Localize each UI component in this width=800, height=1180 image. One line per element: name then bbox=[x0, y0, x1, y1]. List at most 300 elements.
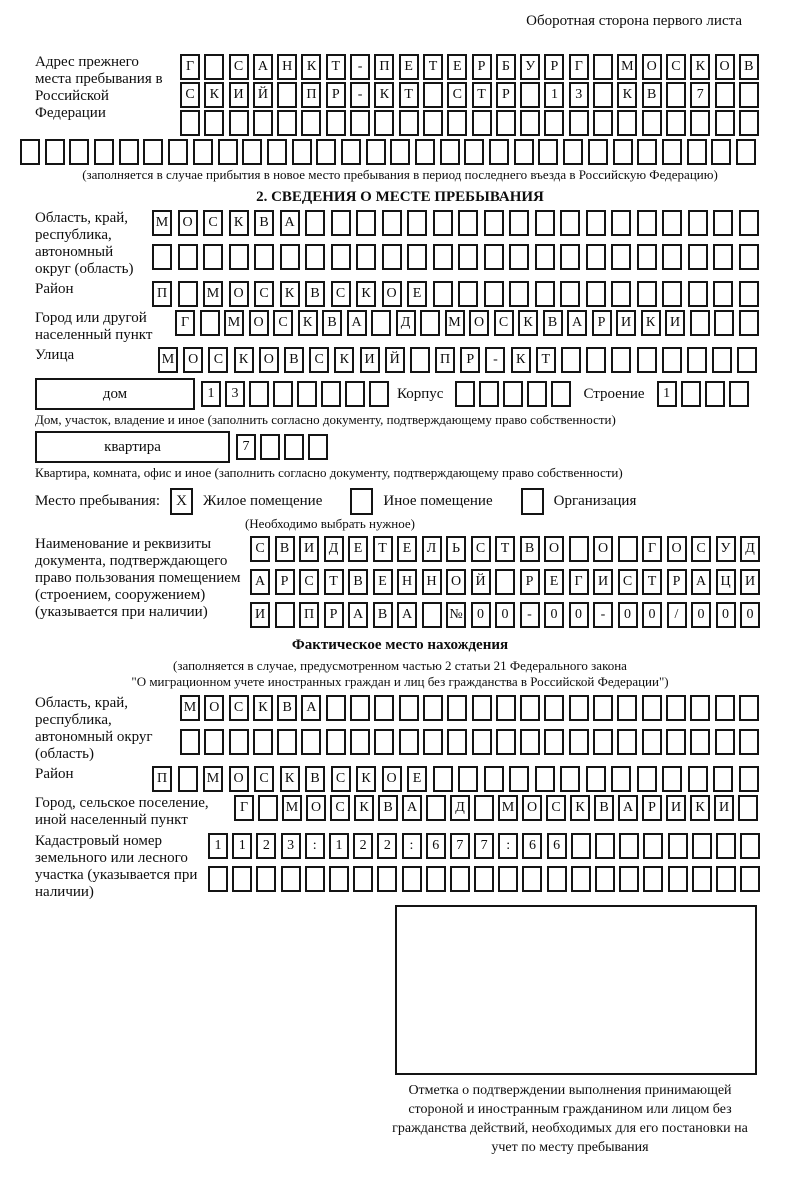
region-row-1 bbox=[152, 210, 759, 236]
document-block bbox=[35, 536, 800, 628]
apartment-caption: Квартира, комната, офис и иное (заполнить согласно документу, подтверждающему право собственности) bbox=[35, 465, 623, 480]
char-box bbox=[544, 110, 564, 136]
char-box bbox=[277, 110, 297, 136]
char-box bbox=[350, 695, 370, 721]
char-box: И bbox=[299, 536, 319, 562]
char-box: С bbox=[330, 795, 350, 821]
char-box: Т bbox=[373, 536, 393, 562]
char-box: К bbox=[334, 347, 354, 373]
char-box bbox=[739, 281, 759, 307]
char-box bbox=[739, 82, 759, 108]
char-box bbox=[739, 766, 759, 792]
region-grid bbox=[152, 210, 759, 270]
char-box: Г bbox=[175, 310, 195, 336]
char-box: Е bbox=[397, 536, 417, 562]
char-box bbox=[637, 347, 657, 373]
organization-option-label: Организация bbox=[553, 492, 637, 509]
char-box: Т bbox=[324, 569, 344, 595]
char-box: К bbox=[511, 347, 531, 373]
char-box: Д bbox=[396, 310, 416, 336]
char-box bbox=[714, 310, 734, 336]
char-box: М bbox=[617, 54, 637, 80]
char-box bbox=[229, 729, 249, 755]
char-box bbox=[374, 729, 394, 755]
char-box: 0 bbox=[642, 602, 662, 628]
char-box: Р bbox=[496, 82, 516, 108]
char-box: В bbox=[378, 795, 398, 821]
korpus-row bbox=[455, 381, 571, 407]
char-box: С bbox=[208, 347, 228, 373]
char-box: Е bbox=[407, 281, 427, 307]
char-box bbox=[180, 110, 200, 136]
char-box bbox=[668, 833, 688, 859]
char-box: А bbox=[348, 602, 368, 628]
char-box bbox=[208, 866, 228, 892]
char-box: М bbox=[498, 795, 518, 821]
char-box: С bbox=[331, 766, 351, 792]
char-box bbox=[690, 310, 710, 336]
char-box bbox=[681, 381, 701, 407]
cadastral-row-1 bbox=[208, 833, 760, 859]
char-box bbox=[637, 281, 657, 307]
char-box bbox=[593, 54, 613, 80]
char-box bbox=[249, 381, 269, 407]
actual-region-label: Область, край, республика, автономный округ (область) bbox=[35, 695, 153, 762]
char-box: В bbox=[275, 536, 295, 562]
char-box bbox=[305, 210, 325, 236]
char-box: О bbox=[715, 54, 735, 80]
char-box: К bbox=[617, 82, 637, 108]
char-box bbox=[739, 310, 759, 336]
char-box: О bbox=[183, 347, 203, 373]
char-box bbox=[253, 110, 273, 136]
char-box bbox=[563, 139, 583, 165]
char-box bbox=[200, 310, 220, 336]
char-box bbox=[474, 866, 494, 892]
street-row bbox=[158, 347, 757, 373]
char-box bbox=[595, 833, 615, 859]
char-box bbox=[321, 381, 341, 407]
char-box: Т bbox=[399, 82, 419, 108]
char-box bbox=[382, 210, 402, 236]
city-block bbox=[35, 310, 800, 344]
char-box bbox=[301, 110, 321, 136]
char-box bbox=[611, 210, 631, 236]
char-box: К bbox=[298, 310, 318, 336]
char-box bbox=[447, 695, 467, 721]
char-box bbox=[739, 695, 759, 721]
char-box: - bbox=[593, 602, 613, 628]
char-box bbox=[178, 244, 198, 270]
cadastral-row-2 bbox=[208, 866, 760, 892]
char-box bbox=[705, 381, 725, 407]
actual-city-label: Город, сельское поселение, иной населенный пункт bbox=[35, 795, 209, 828]
char-box: С bbox=[254, 281, 274, 307]
char-box bbox=[479, 381, 499, 407]
char-box bbox=[586, 210, 606, 236]
char-box bbox=[423, 82, 443, 108]
char-box bbox=[143, 139, 163, 165]
char-box bbox=[662, 139, 682, 165]
char-box: 1 bbox=[544, 82, 564, 108]
char-box: 0 bbox=[691, 602, 711, 628]
char-box bbox=[350, 110, 370, 136]
char-box: С bbox=[666, 54, 686, 80]
char-box bbox=[254, 244, 274, 270]
char-box: Р bbox=[275, 569, 295, 595]
char-box bbox=[390, 139, 410, 165]
char-box: А bbox=[301, 695, 321, 721]
char-box: И bbox=[360, 347, 380, 373]
char-box bbox=[458, 766, 478, 792]
char-box bbox=[666, 82, 686, 108]
char-box bbox=[204, 110, 224, 136]
char-box bbox=[260, 434, 280, 460]
street-block bbox=[35, 347, 800, 373]
char-box bbox=[326, 110, 346, 136]
char-box bbox=[617, 695, 637, 721]
char-box: Р bbox=[460, 347, 480, 373]
char-box bbox=[595, 866, 615, 892]
char-box bbox=[535, 210, 555, 236]
char-box: С bbox=[229, 695, 249, 721]
char-box bbox=[740, 866, 760, 892]
char-box bbox=[366, 139, 386, 165]
char-box: 3 bbox=[569, 82, 589, 108]
char-box bbox=[715, 729, 735, 755]
char-box bbox=[423, 695, 443, 721]
char-box: А bbox=[402, 795, 422, 821]
prev-address-block bbox=[35, 54, 800, 136]
char-box: 0 bbox=[716, 602, 736, 628]
char-box bbox=[407, 244, 427, 270]
char-box bbox=[571, 833, 591, 859]
char-box bbox=[690, 110, 710, 136]
char-box bbox=[399, 729, 419, 755]
char-box bbox=[593, 82, 613, 108]
char-box bbox=[737, 347, 757, 373]
char-box: Е bbox=[544, 569, 564, 595]
char-box bbox=[489, 139, 509, 165]
char-box bbox=[423, 729, 443, 755]
section2-title: 2. СВЕДЕНИЯ О МЕСТЕ ПРЕБЫВАНИЯ bbox=[256, 189, 544, 205]
char-box bbox=[203, 244, 223, 270]
char-box: - bbox=[485, 347, 505, 373]
char-box bbox=[736, 139, 756, 165]
char-box bbox=[178, 281, 198, 307]
char-box: С bbox=[309, 347, 329, 373]
cadastral-grid bbox=[208, 833, 760, 892]
char-box: С bbox=[203, 210, 223, 236]
char-box: Н bbox=[277, 54, 297, 80]
char-box bbox=[353, 866, 373, 892]
char-box bbox=[496, 695, 516, 721]
char-box bbox=[20, 139, 40, 165]
char-box: К bbox=[301, 54, 321, 80]
char-box: К bbox=[641, 310, 661, 336]
char-box: Р bbox=[326, 82, 346, 108]
char-box: В bbox=[284, 347, 304, 373]
char-box: Т bbox=[495, 536, 515, 562]
char-box bbox=[666, 695, 686, 721]
char-box bbox=[232, 866, 252, 892]
char-box bbox=[495, 569, 515, 595]
prev-address-row-2 bbox=[180, 82, 759, 108]
char-box bbox=[496, 110, 516, 136]
char-box: И bbox=[229, 82, 249, 108]
char-box: Т bbox=[472, 82, 492, 108]
char-box bbox=[410, 347, 430, 373]
char-box bbox=[560, 210, 580, 236]
char-box bbox=[458, 244, 478, 270]
char-box: О bbox=[204, 695, 224, 721]
char-box bbox=[94, 139, 114, 165]
char-box: 3 bbox=[281, 833, 301, 859]
char-box bbox=[716, 866, 736, 892]
char-box: Л bbox=[422, 536, 442, 562]
actual-city-block bbox=[35, 795, 800, 829]
prev-address-row-1 bbox=[180, 54, 759, 80]
char-box bbox=[509, 766, 529, 792]
document-row-1 bbox=[250, 536, 760, 562]
cadastral-label: Кадастровый номер земельного или лесного участка (указывается при наличии) bbox=[35, 833, 198, 900]
char-box bbox=[464, 139, 484, 165]
residential-checkbox: X bbox=[170, 488, 193, 515]
char-box: Д bbox=[324, 536, 344, 562]
char-box bbox=[527, 381, 547, 407]
char-box bbox=[643, 833, 663, 859]
char-box: № bbox=[446, 602, 466, 628]
stay-type-hint: (Необходимо выбрать нужное) bbox=[244, 516, 416, 531]
char-box: 7 bbox=[690, 82, 710, 108]
char-box: В bbox=[305, 281, 325, 307]
char-box bbox=[509, 210, 529, 236]
prev-address-row-3 bbox=[180, 110, 759, 136]
char-box bbox=[711, 139, 731, 165]
char-box bbox=[551, 381, 571, 407]
char-box: С bbox=[273, 310, 293, 336]
char-box: М bbox=[224, 310, 244, 336]
char-box bbox=[662, 244, 682, 270]
district-row bbox=[152, 281, 759, 307]
char-box bbox=[509, 244, 529, 270]
char-box bbox=[399, 695, 419, 721]
char-box: С bbox=[180, 82, 200, 108]
char-box: К bbox=[570, 795, 590, 821]
char-box bbox=[407, 210, 427, 236]
char-box: 0 bbox=[471, 602, 491, 628]
char-box bbox=[716, 833, 736, 859]
char-box bbox=[544, 729, 564, 755]
actual-district-label: Район bbox=[35, 766, 74, 782]
char-box: И bbox=[666, 795, 686, 821]
char-box bbox=[692, 833, 712, 859]
char-box bbox=[450, 866, 470, 892]
char-box: К bbox=[234, 347, 254, 373]
char-box bbox=[229, 110, 249, 136]
char-box bbox=[662, 347, 682, 373]
char-box bbox=[472, 695, 492, 721]
char-box bbox=[611, 244, 631, 270]
confirmation-stamp-box bbox=[395, 905, 757, 1075]
char-box: 6 bbox=[547, 833, 567, 859]
char-box bbox=[637, 210, 657, 236]
actual-region-block bbox=[35, 695, 800, 763]
char-box: 3 bbox=[225, 381, 245, 407]
document-label: Наименование и реквизиты документа, подтверждающего право пользования помещением (строением, сооружением) (указывается при наличии) bbox=[35, 536, 241, 620]
char-box bbox=[426, 795, 446, 821]
char-box bbox=[611, 766, 631, 792]
char-box bbox=[586, 766, 606, 792]
char-box bbox=[569, 536, 589, 562]
char-box bbox=[688, 766, 708, 792]
char-box: 1 bbox=[232, 833, 252, 859]
char-box bbox=[329, 866, 349, 892]
char-box: Г bbox=[569, 569, 589, 595]
char-box bbox=[305, 244, 325, 270]
char-box bbox=[520, 729, 540, 755]
char-box: 6 bbox=[426, 833, 446, 859]
char-box bbox=[369, 381, 389, 407]
char-box: Е bbox=[348, 536, 368, 562]
char-box bbox=[642, 729, 662, 755]
stay-type-label: Место пребывания: bbox=[35, 493, 160, 509]
char-box: В bbox=[543, 310, 563, 336]
korpus-label: Корпус bbox=[397, 386, 444, 402]
char-box bbox=[415, 139, 435, 165]
char-box bbox=[662, 210, 682, 236]
char-box: К bbox=[280, 281, 300, 307]
char-box: К bbox=[356, 766, 376, 792]
stamp-caption: Отметка о подтверждении выполнения принимающей стороной и иностранным гражданином или лицом без гражданства действий, необходимых для его постановки на учет по месту пребывания bbox=[392, 1083, 748, 1155]
char-box bbox=[690, 729, 710, 755]
char-box: М bbox=[203, 281, 223, 307]
char-box: О bbox=[469, 310, 489, 336]
actual-city-row bbox=[234, 795, 758, 821]
char-box: 1 bbox=[329, 833, 349, 859]
region-label: Область, край, республика, автономный округ (область) bbox=[35, 210, 134, 277]
char-box: К bbox=[690, 795, 710, 821]
char-box: Г bbox=[642, 536, 662, 562]
char-box bbox=[520, 695, 540, 721]
char-box: 0 bbox=[495, 602, 515, 628]
char-box: К bbox=[253, 695, 273, 721]
char-box bbox=[374, 695, 394, 721]
char-box: 2 bbox=[256, 833, 276, 859]
char-box: В bbox=[305, 766, 325, 792]
char-box bbox=[560, 281, 580, 307]
char-box: Н bbox=[397, 569, 417, 595]
char-box bbox=[484, 210, 504, 236]
char-box: И bbox=[250, 602, 270, 628]
char-box: : bbox=[498, 833, 518, 859]
prev-address-caption: (заполняется в случае прибытия в новое место пребывания в период последнего въезда в Российскую Федерацию) bbox=[82, 167, 718, 182]
stroenie-row bbox=[657, 381, 749, 407]
char-box bbox=[326, 729, 346, 755]
char-box: С bbox=[447, 82, 467, 108]
char-box: Г bbox=[180, 54, 200, 80]
char-box bbox=[498, 866, 518, 892]
char-box bbox=[637, 244, 657, 270]
char-box: Й bbox=[253, 82, 273, 108]
char-box bbox=[713, 281, 733, 307]
actual-region-row-1 bbox=[180, 695, 759, 721]
char-box bbox=[560, 766, 580, 792]
char-box bbox=[593, 695, 613, 721]
other-premises-option-label: Иное помещение bbox=[383, 492, 493, 509]
char-box bbox=[253, 729, 273, 755]
char-box: А bbox=[280, 210, 300, 236]
actual-location-note-2: "О миграционном учете иностранных граждан и лиц без гражданства в Российской Федерации") bbox=[131, 674, 669, 689]
char-box bbox=[229, 244, 249, 270]
char-box: П bbox=[435, 347, 455, 373]
char-box bbox=[586, 347, 606, 373]
char-box: Р bbox=[472, 54, 492, 80]
char-box: М bbox=[282, 795, 302, 821]
char-box bbox=[316, 139, 336, 165]
char-box: К bbox=[204, 82, 224, 108]
char-box bbox=[729, 381, 749, 407]
char-box bbox=[420, 310, 440, 336]
char-box bbox=[618, 536, 638, 562]
char-box bbox=[569, 695, 589, 721]
char-box bbox=[713, 210, 733, 236]
char-box bbox=[713, 244, 733, 270]
char-box bbox=[535, 244, 555, 270]
char-box: В bbox=[642, 82, 662, 108]
region-block bbox=[35, 210, 800, 278]
char-box: Т bbox=[326, 54, 346, 80]
char-box: Е bbox=[447, 54, 467, 80]
char-box: К bbox=[374, 82, 394, 108]
char-box bbox=[356, 210, 376, 236]
apartment-block bbox=[35, 431, 800, 463]
char-box bbox=[569, 729, 589, 755]
char-box bbox=[168, 139, 188, 165]
city-label: Город или другой населенный пункт bbox=[35, 310, 153, 343]
char-box bbox=[692, 866, 712, 892]
char-box: В bbox=[254, 210, 274, 236]
char-box: А bbox=[567, 310, 587, 336]
char-box bbox=[402, 866, 422, 892]
char-box: К bbox=[280, 766, 300, 792]
char-box: Е bbox=[399, 54, 419, 80]
char-box: В bbox=[277, 695, 297, 721]
char-box: М bbox=[180, 695, 200, 721]
other-premises-checkbox bbox=[350, 488, 373, 515]
char-box: Т bbox=[642, 569, 662, 595]
char-box: Н bbox=[422, 569, 442, 595]
char-box bbox=[637, 766, 657, 792]
char-box: - bbox=[520, 602, 540, 628]
char-box: О bbox=[642, 54, 662, 80]
char-box bbox=[377, 866, 397, 892]
char-box: М bbox=[158, 347, 178, 373]
char-box bbox=[331, 210, 351, 236]
char-box: С bbox=[250, 536, 270, 562]
char-box: 7 bbox=[474, 833, 494, 859]
char-box: П bbox=[301, 82, 321, 108]
char-box bbox=[426, 866, 446, 892]
house-block bbox=[35, 378, 800, 410]
char-box bbox=[119, 139, 139, 165]
char-box: О bbox=[382, 281, 402, 307]
char-box: 6 bbox=[522, 833, 542, 859]
char-box: П bbox=[152, 766, 172, 792]
char-box bbox=[713, 766, 733, 792]
char-box bbox=[267, 139, 287, 165]
char-box: В bbox=[520, 536, 540, 562]
